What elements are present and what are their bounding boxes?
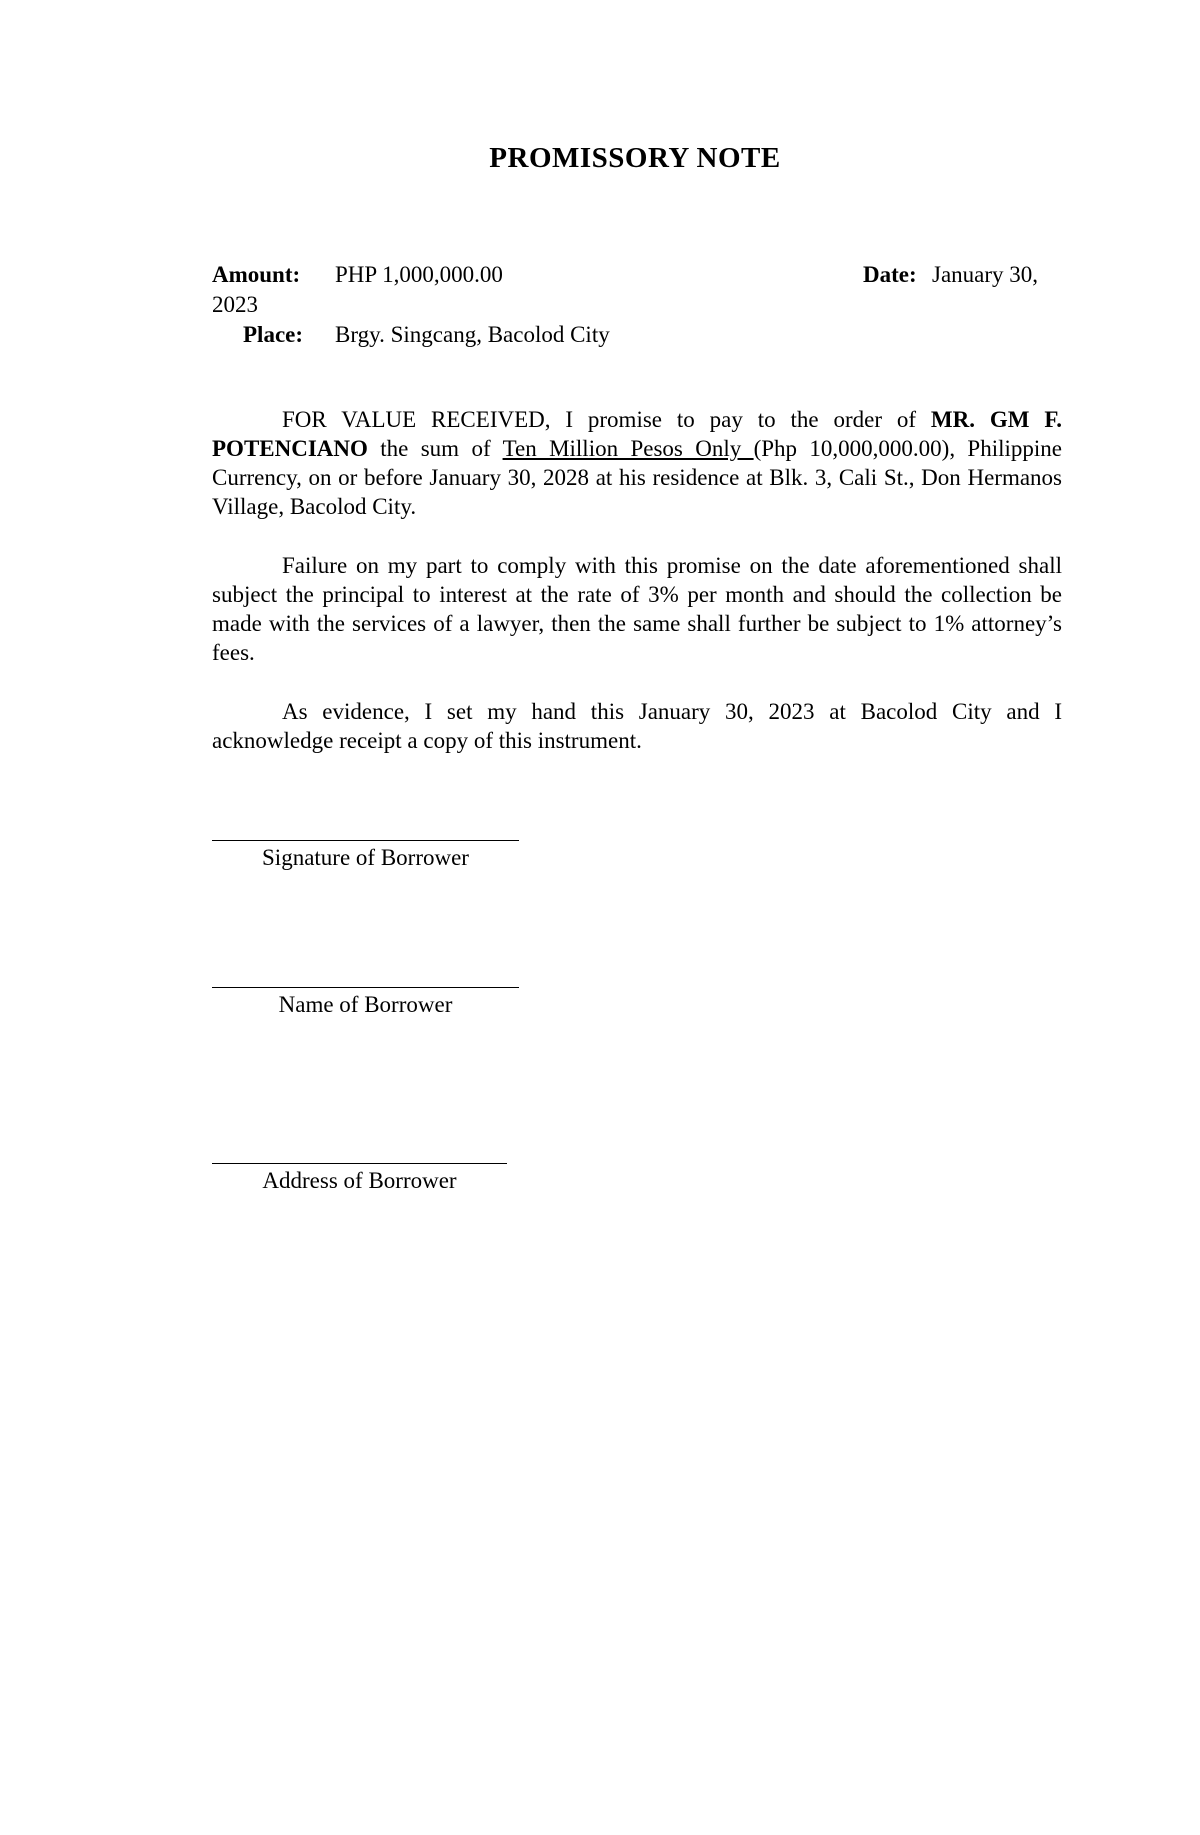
place-label: Place: [243, 322, 304, 347]
address-line [212, 1163, 507, 1164]
date-year: 2023 [212, 292, 258, 317]
payee-name: MR. GM F. POTENCIANO [212, 407, 1063, 461]
signature-line [212, 840, 519, 841]
name-line [212, 987, 519, 988]
sum-in-words: Ten Million Pesos Only [502, 436, 754, 461]
date-label: Date: [863, 262, 917, 287]
paragraph-evidence: As evidence, I set my hand this January 30, 2023 at Bacolod City and I acknowledge receipt a copy of this instrument. [212, 699, 1062, 753]
page-title: PROMISSORY NOTE [489, 142, 781, 174]
address-label: Address of Borrower [262, 1168, 457, 1193]
signature-block [212, 840, 519, 871]
signature-label: Signature of Borrower [262, 845, 469, 870]
amount-value: PHP 1,000,000.00 [335, 262, 503, 287]
name-label: Name of Borrower [278, 992, 453, 1017]
date-value: January 30, [932, 262, 1039, 287]
name-block [212, 987, 519, 1018]
amount-label: Amount: [212, 262, 301, 287]
paragraph-failure: Failure on my part to comply with this promise on the date aforementioned shall subject the principal to interest at the rate of 3% per month and should the collection be made with the services of a lawyer, then the same shall further be subject to 1% attorney’s fees. [212, 553, 1062, 665]
address-block [212, 1163, 507, 1194]
paragraph-value-received: FOR VALUE RECEIVED, I promise to pay to the order of MR. GM F. POTENCIANO the sum of Ten Million Pesos Only (Php 10,000,000.00), Philippine Currency, on or before January 30, 2028 at his residence at Blk. 3, Cali St., Don Hermanos Village, Bacolod City. [212, 407, 1063, 519]
place-value: Brgy. Singcang, Bacolod City [335, 322, 610, 347]
